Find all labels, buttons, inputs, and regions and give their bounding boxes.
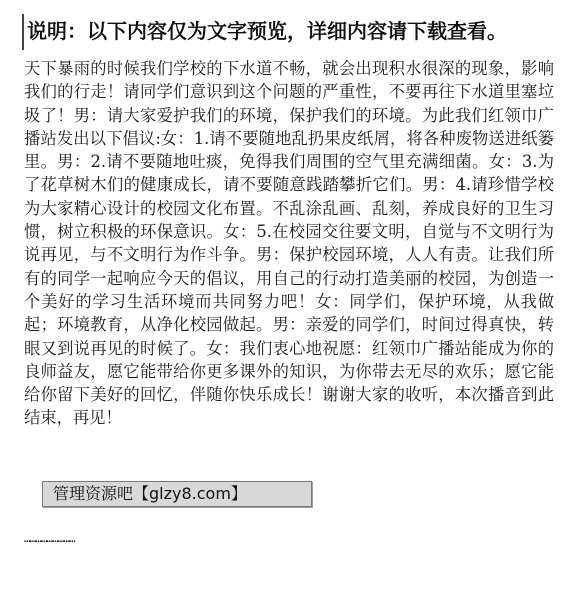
continuation-ellipsis: ……………………… [24, 532, 75, 545]
watermark-banner: 管理资源吧【glzy8.com】 [42, 481, 312, 507]
document-body-text: 天下暴雨的时候我们学校的下水道不畅，就会出现积水很深的现象，影响我们的行走！请同学们意识到这个问题的严重性，不要再往下水道里塞垃圾了！男：请大家爱护我们的环境，保护我们的环境。为此我们红领巾广播站发出以下倡议:女：1.请不要随地乱扔果皮纸屑，将各种废物送进纸篓里。男：2.请不要随地吐痰，免得我们周围的空气里充满细菌。女：3.为了花草树木们的健康成长，请不要随意践踏攀折它们。男：4.请珍惜学校为大家精心设计的校园文化布置。不乱涂乱画、乱刻，养成良好的卫生习惯，树立积极的环保意识。女：5.在校园交往要文明，自觉与不文明行为说再见，与不文明行为作斗争。男：保护校园环境，人人有责。让我们所有的同学一起响应今天的倡议，用自己的行动打造美丽的校园，为创造一个美好的学习生活环境而共同努力吧！女：同学们，保护环境，从我做起；环境教育，从净化校园做起。男：亲爱的同学们，时间过得真快，转眼又到说再见的时候了。女：我们衷心地祝愿：红领巾广播站能成为你的良师益友，愿它能带给你更多课外的知识，为你带去无尽的欢乐；愿它能给你留下美好的回忆，伴随你快乐成长！谢谢大家的收听，本次播音到此结束，再见！ [24, 59, 554, 428]
preview-notice: 说明：以下内容仅为文字预览，详细内容请下载查看。 [22, 14, 572, 50]
